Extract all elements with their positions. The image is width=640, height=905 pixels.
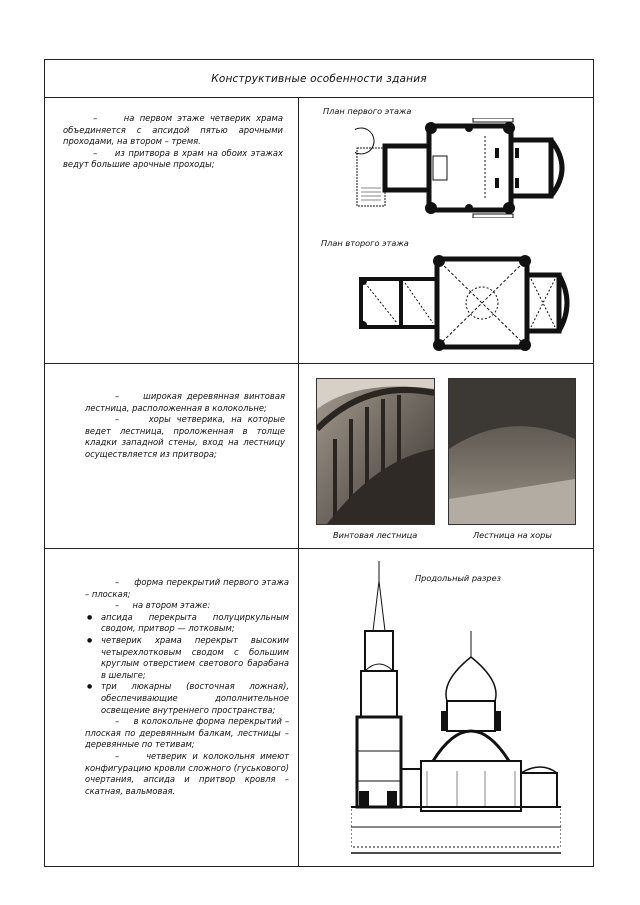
section2-text bbox=[85, 391, 285, 461]
section3-bullet-2: ● четверик храма перекрыт высоким четырехлотковым сводом с большим круглым отверстием светового барабана в шелыге; bbox=[85, 635, 289, 681]
section1-item-1-text: на первом этаже четверик храма объединяется с апсидой пятью арочными проходами, на втором – тремя. bbox=[63, 113, 284, 147]
section1-item-2-text: из притвора в храм на обоих этажах ведут большие арочные проходы; bbox=[63, 147, 283, 170]
section2-item-2-text: хоры четверика, на которые ведет лестница, проложенная в толще кладки западной стены, вход на лестницу осуществляется из притвора; bbox=[85, 414, 285, 459]
section1-text bbox=[63, 113, 283, 171]
section3-drawing-cell bbox=[299, 549, 593, 866]
section2-item-2: – хоры четверика, на которые ведет лестница, проложенная в толще кладки западной стены, вход на лестницу осуществляется из притвора; bbox=[85, 414, 285, 459]
longitudinal-section-caption: Продольный разрез bbox=[415, 573, 501, 583]
section1-item-1: – на первом этаже четверик храма объединяется с апсидой пятью арочными проходами, на втором – тремя. bbox=[63, 113, 284, 147]
page-title: Конструктивные особенности здания bbox=[45, 60, 593, 98]
section3-text bbox=[85, 577, 289, 797]
section3-item-1-text: форма перекрытий первого этажа – плоская; bbox=[85, 577, 289, 599]
section3-text-cell bbox=[45, 549, 299, 866]
spiral-staircase-photo bbox=[316, 378, 435, 525]
section3-item-2: – на втором этаже: bbox=[115, 600, 211, 611]
section3-bullet-3: ● три люкарны (восточная ложная), обеспечивающие дополнительное освещение внутреннего пространства; bbox=[85, 681, 289, 716]
second-floor-plan-drawing bbox=[357, 253, 577, 353]
section-staircases bbox=[45, 364, 593, 549]
section3-item-4: – четверик и колокольня имеют конфигурацию кровли сложного (гуськового) очертания, апсида и притвор кровля – скатная, вальмовая. bbox=[85, 750, 289, 796]
section2-item-1: – широкая деревянная винтовая лестница, расположенная в колокольне; bbox=[85, 391, 286, 413]
spiral-staircase-caption: Винтовая лестница bbox=[333, 530, 418, 540]
document-sheet bbox=[44, 59, 594, 867]
choir-staircase-caption: Лестница на хоры bbox=[473, 530, 552, 540]
first-floor-plan-caption: План первого этажа bbox=[323, 106, 412, 116]
section2-photos-cell bbox=[299, 364, 593, 548]
section3-item-1: – форма перекрытий первого этажа – плоская; bbox=[85, 577, 289, 599]
second-floor-plan-caption: План второго этажа bbox=[321, 238, 409, 248]
section3-item-4-text: четверик и колокольня имеют конфигурацию кровли сложного (гуськового) очертания, апсида и притвор кровля – скатная, вальмовая. bbox=[85, 750, 289, 796]
choir-staircase-photo bbox=[448, 378, 576, 525]
section3-item-2-text: на втором этаже: bbox=[132, 600, 211, 611]
first-floor-plan-drawing bbox=[355, 118, 577, 218]
section2-item-1-text: широкая деревянная винтовая лестница, расположенная в колокольне; bbox=[85, 391, 286, 413]
section1-drawings-cell bbox=[299, 98, 593, 363]
section2-text-cell bbox=[45, 364, 299, 548]
section-roofs-and-vaults bbox=[45, 549, 593, 866]
section1-text-cell bbox=[45, 98, 299, 363]
longitudinal-section-drawing bbox=[351, 561, 561, 857]
section-floor-plans bbox=[45, 98, 593, 364]
section3-bullet-1: ● апсида перекрыта полуциркульным сводом, притвор — лотковым; bbox=[85, 612, 289, 635]
section3-item-3: – в колокольне форма перекрытий – плоская по деревянным балкам, лестницы – деревянные по тетивам; bbox=[85, 716, 290, 750]
section1-item-2: – из притвора в храм на обоих этажах ведут большие арочные проходы; bbox=[63, 147, 283, 170]
section3-item-3-text: в колокольне форма перекрытий – плоская по деревянным балкам, лестницы – деревянные по тетивам; bbox=[85, 716, 290, 750]
